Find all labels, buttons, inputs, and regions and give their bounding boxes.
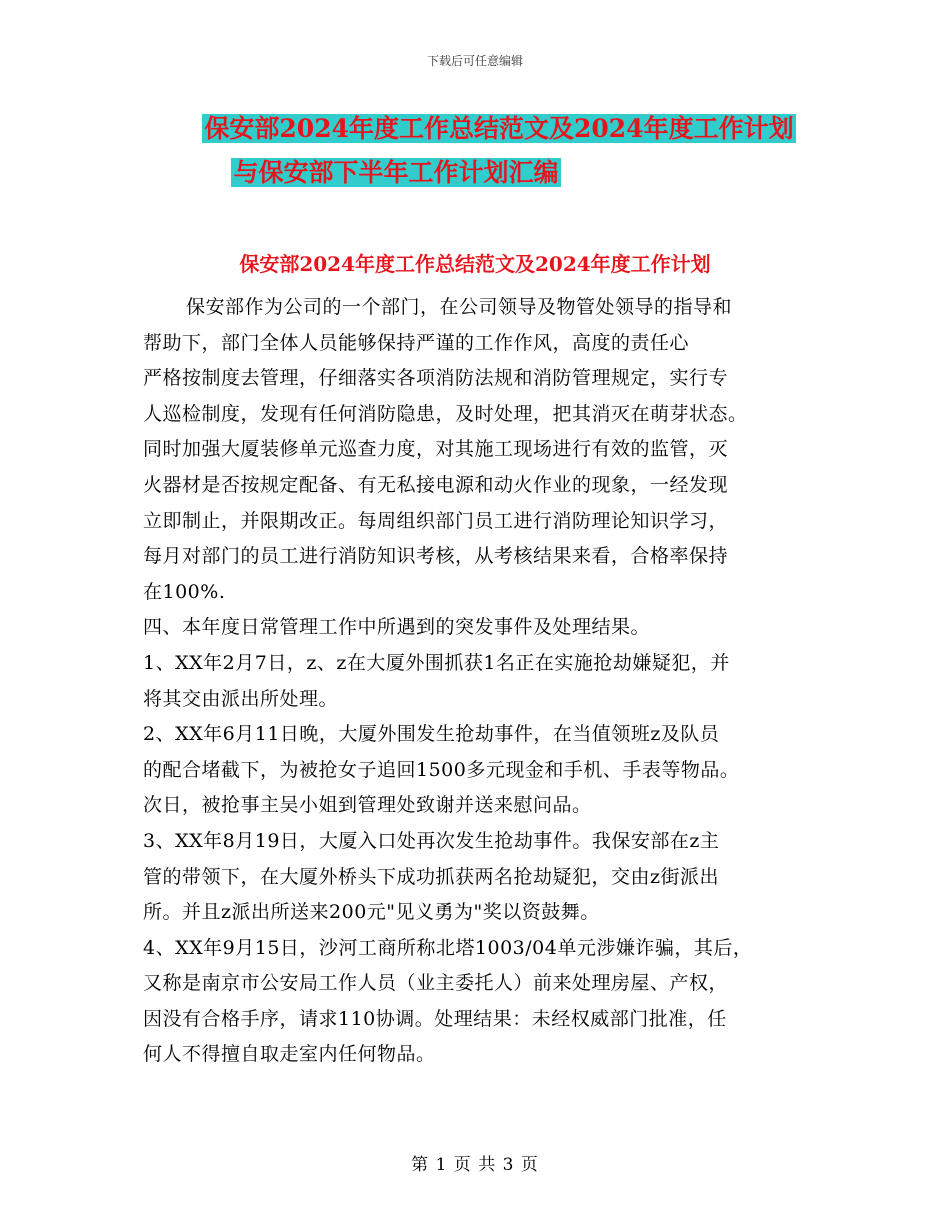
paragraph-line: 2、XX年6月11日晚，大厦外围发生抢劫事件，在当值领班z及队员 xyxy=(143,723,720,746)
paragraph-line: 3、XX年8月19日，大厦入口处再次发生抢劫事件。我保安部在z主 xyxy=(143,829,720,852)
paragraph-line: 在100%. xyxy=(143,580,226,603)
paragraph-line: 管的带领下，在大厦外桥头下成功抓获两名抢劫疑犯，交由z街派出 xyxy=(143,865,720,888)
paragraph-line: 的配合堵截下，为被抢女子追回1500多元现金和手机、手表等物品。 xyxy=(143,758,740,781)
body-text xyxy=(143,290,813,1073)
paragraph-line: 同时加强大厦装修单元巡查力度，对其施工现场进行有效的监管，灭 xyxy=(143,438,729,461)
paragraph-line: 帮助下，部门全体人员能够保持严谨的工作作风，高度的责任心 xyxy=(143,331,690,354)
paragraph-line: 1、XX年2月7日，z、z在大厦外围抓获1名正在实施抢劫嫌疑犯，并 xyxy=(143,651,730,674)
paragraph-line: 何人不得擅自取走室内任何物品。 xyxy=(143,1043,436,1066)
paragraph-line: 严格按制度去管理，仔细落实各项消防法规和消防管理规定，实行专 xyxy=(143,367,729,390)
paragraph-line: 人巡检制度，发现有任何消防隐患，及时处理，把其消灭在萌芽状态。 xyxy=(143,402,748,425)
paragraph-line: 次日，被抢事主吴小姐到管理处致谢并送来慰问品。 xyxy=(143,794,592,817)
paragraph-line: 又称是南京市公安局工作人员（业主委托人）前来处理房屋、产权， xyxy=(143,972,729,995)
paragraph-line: 所。并且z派出所送来200元"见义勇为"奖以资鼓舞。 xyxy=(143,901,600,924)
header-note: 下载后可任意编辑 xyxy=(426,54,523,68)
section-title: 保安部2024年度工作总结范文及2024年度工作计划 xyxy=(239,252,711,276)
paragraph-line: 立即制止，并限期改正。每周组织部门员工进行消防理论知识学习， xyxy=(143,509,729,532)
paragraph-line: 因没有合格手序，请求110协调。处理结果：未经权威部门批准，任 xyxy=(143,1007,727,1030)
paragraph-line: 四、本年度日常管理工作中所遇到的突发事件及处理结果。 xyxy=(143,616,651,639)
main-title-line-1-text: 保安部2024年度工作总结范文及2024年度工作计划 xyxy=(204,114,794,143)
paragraph-line: 4、XX年9月15日，沙河工商所称北塔1003/04单元涉嫌诈骗，其后， xyxy=(143,936,753,959)
paragraph-line: 将其交由派出所处理。 xyxy=(143,687,339,710)
main-title-line-1 xyxy=(0,112,950,146)
main-title-line-2-text: 与保安部下半年工作计划汇编 xyxy=(233,158,559,187)
paragraph-line: 火器材是否按规定配备、有无私接电源和动火作业的现象，一经发现 xyxy=(143,473,729,496)
paragraph-line: 保安部作为公司的一个部门，在公司领导及物管处领导的指导和 xyxy=(186,296,733,318)
main-title-line-2 xyxy=(0,156,871,190)
paragraph-line: 每月对部门的员工进行消防知识考核，从考核结果来看，合格率保持 xyxy=(143,545,729,568)
page-number: 第 1 页 共 3 页 xyxy=(411,1155,539,1175)
